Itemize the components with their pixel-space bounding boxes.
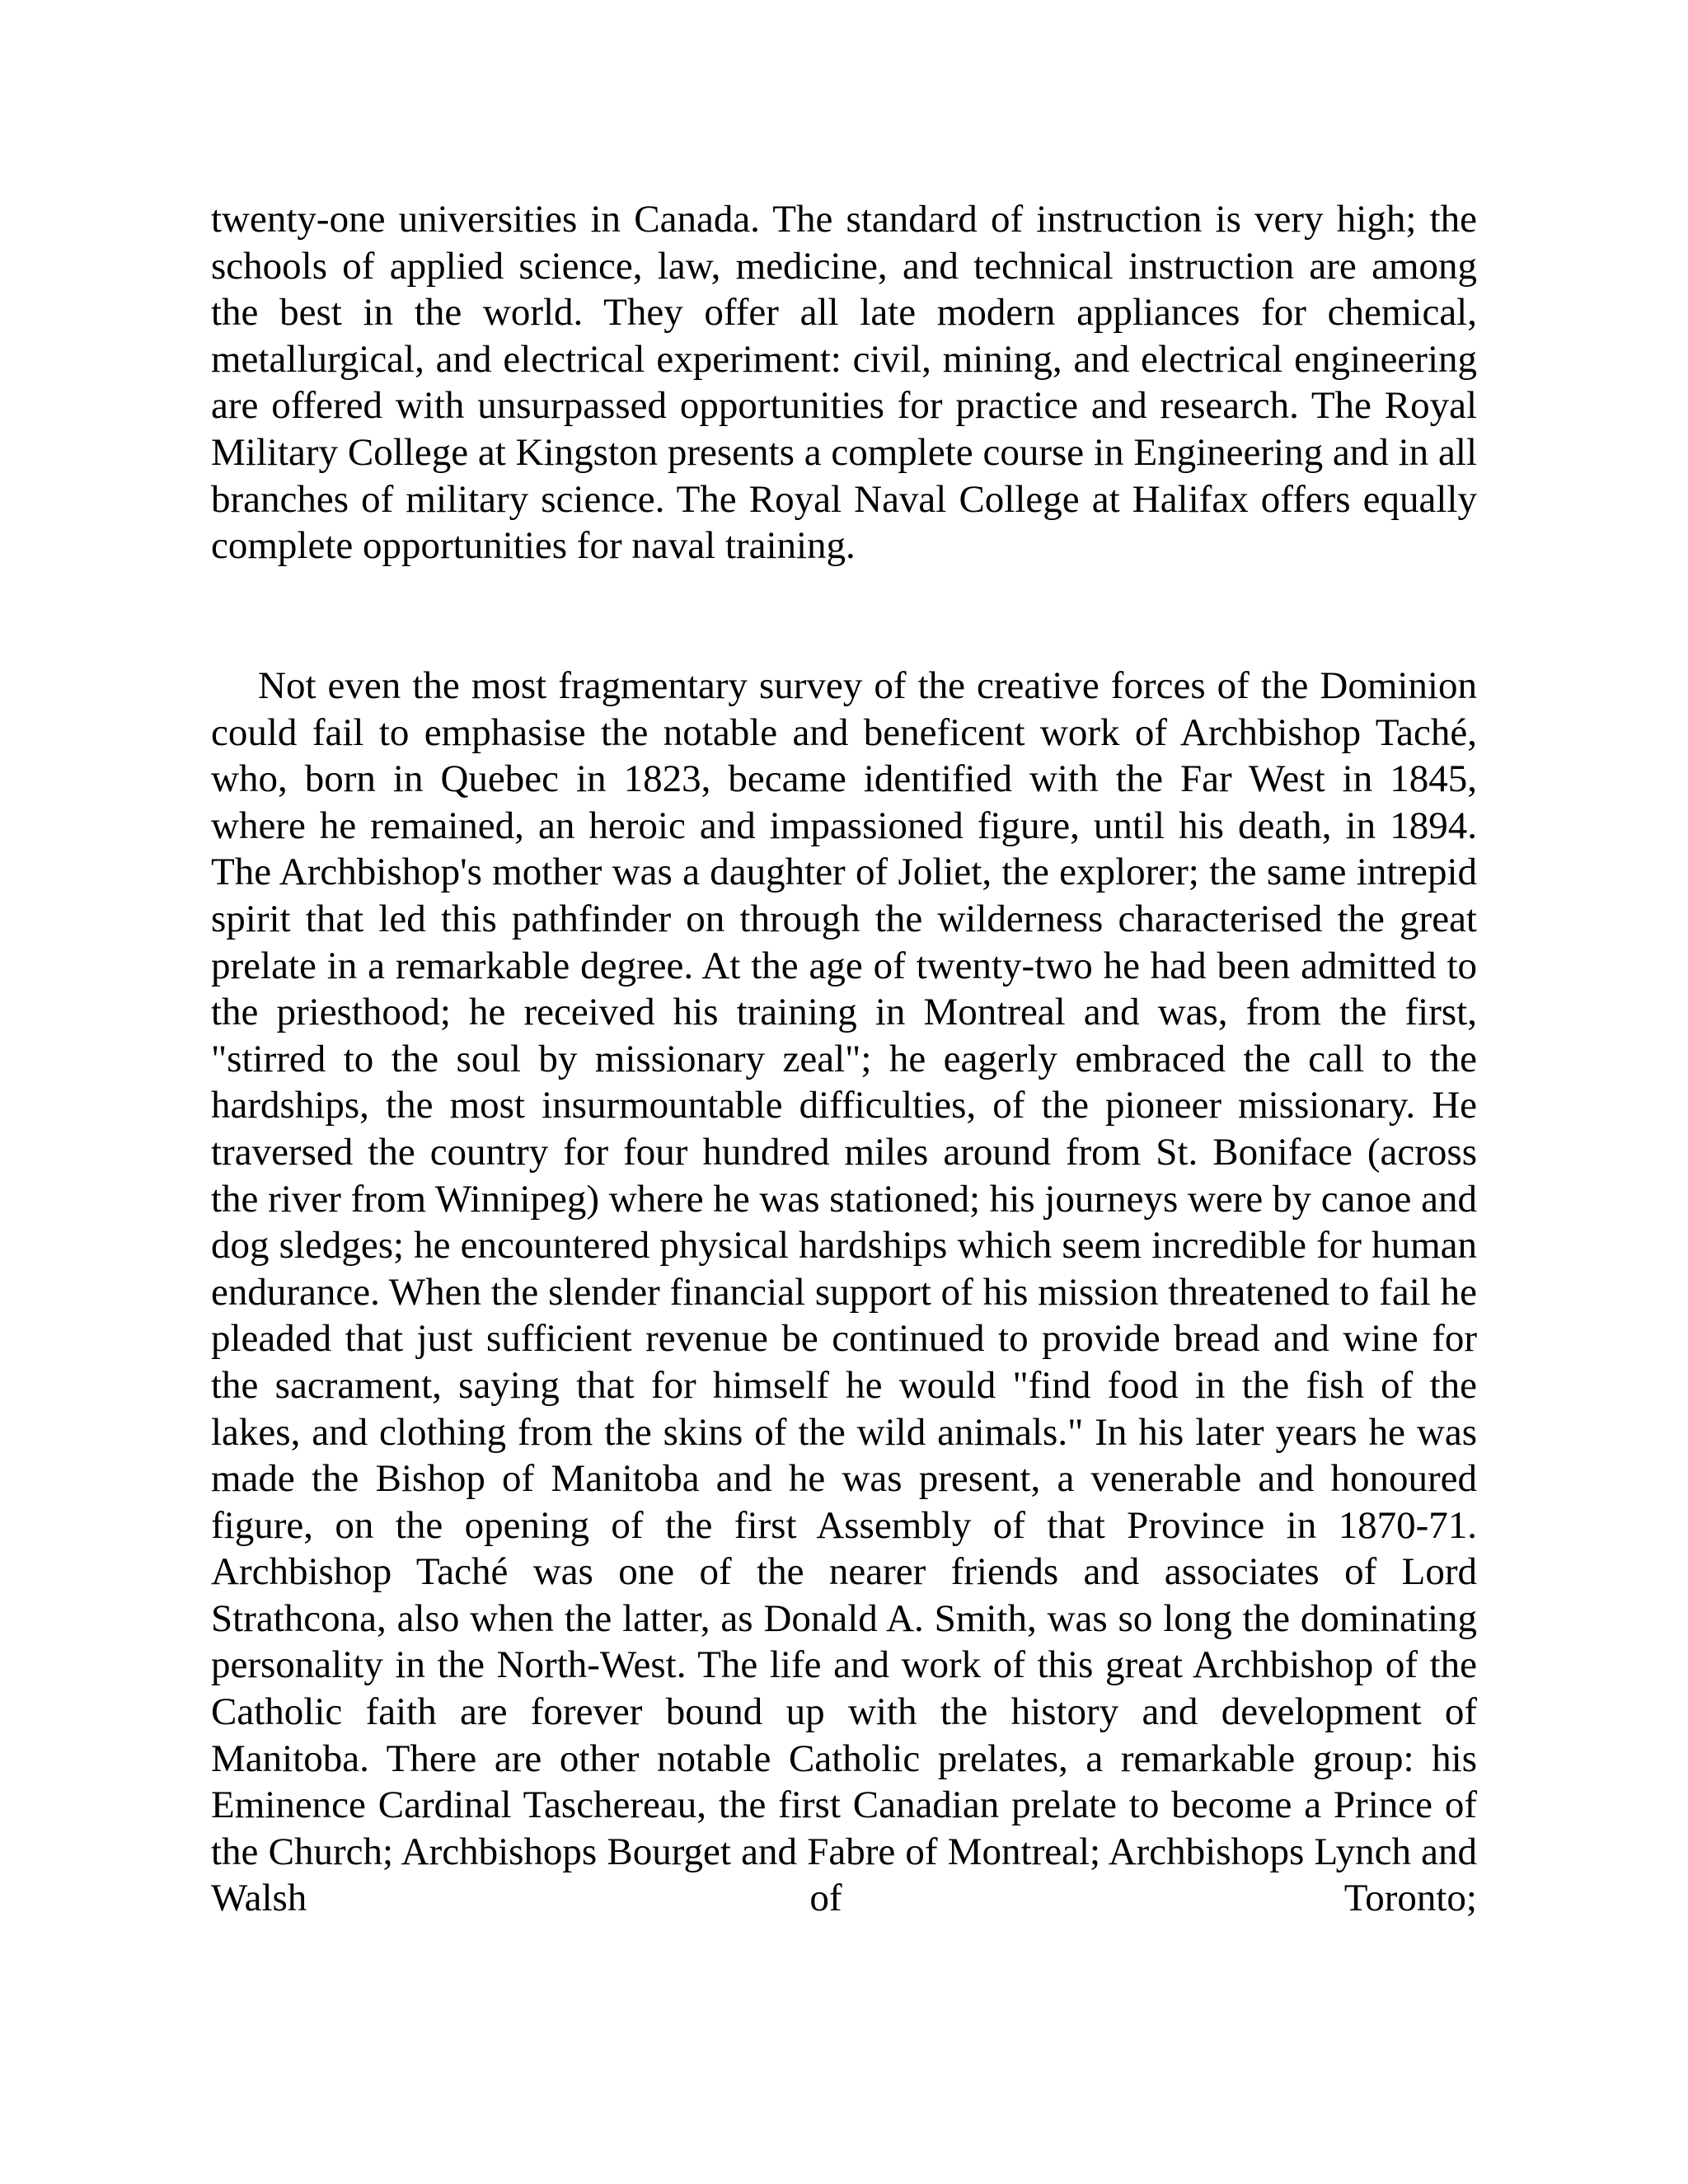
paragraph-universities: twenty-one universities in Canada. The standard of instruction is very high; the schools of applied science, law, medicine, and technical instruction are among the best in the world. They offer all late modern appliances for chemical, metallurgical, and electrical experiment: civil, mining, and electrical engineering are offered with unsurpassed opportunities for practice and research. The Royal Military College at Kingston presents a complete course in Engineering and in all branches of military science. The Royal Naval College at Halifax offers equally complete opportunities for naval training. — [211, 198, 1477, 568]
paragraph-archbishop-tache: Not even the most fragmentary survey of the creative forces of the Dominion could fail to emphasise the notable and beneficent work of Archbishop Taché, who, born in Quebec in 1823, became identified with the Far West in 1845, where he remained, an heroic and impassioned figure, until his death, in 1894. The Archbishop's mother was a daughter of Joliet, the explorer; the same intrepid spirit that led this pathfinder on through the wilderness characterised the great prelate in a remarkable degree. At the age of twenty-two he had been admitted to the priesthood; he received his training in Montreal and was, from the first, "stirred to the soul by missionary zeal"; he eagerly embraced the call to the hardships, the most insurmountable difficulties, of the pioneer missionary. He traversed the country for four hundred miles around from St. Boniface (across the river from Winnipeg) where he was stationed; his journeys were by canoe and dog sledges; he encountered physical hardships which seem incredible for human endurance. When the slender financial support of his mission threatened to fail he pleaded that just sufficient revenue be continued to provide bread and wine for the sacrament, saying that for himself he would "find food in the fish of the lakes, and clothing from the skins of the wild animals." In his later years he was made the Bishop of Manitoba and he was present, a venerable and honoured figure, on the opening of the first Assembly of that Province in 1870-71. Archbishop Taché was one of the nearer friends and associates of Lord Strathcona, also when the latter, as Donald A. Smith, was so long the dominating personality in the North-West. The life and work of this great Archbishop of the Catholic faith are forever bound up with the history and development of Manitoba. There are other notable Catholic prelates, a remarkable group: his Eminence Cardinal Taschereau, the first Canadian prelate to become a Prince of the Church; Archbishops Bourget and Fabre of Montreal; Archbishops Lynch and Walsh of Toronto; — [211, 664, 1477, 1920]
